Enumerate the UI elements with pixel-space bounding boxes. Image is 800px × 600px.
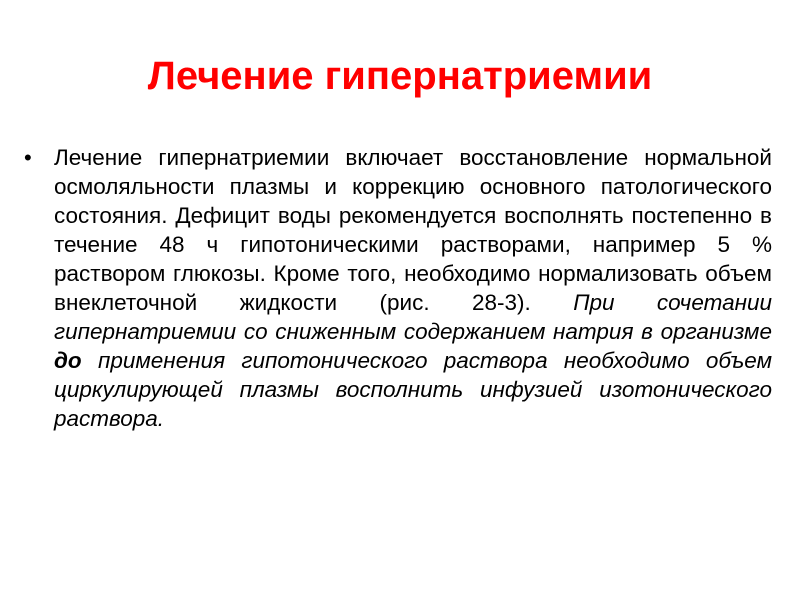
bullet-dot-icon: • [24, 145, 32, 170]
slide-title: Лечение гипернатриемии [147, 54, 653, 98]
bullet-item [22, 143, 772, 433]
bullet-text-italic-bold: до [54, 348, 82, 373]
bullet-list [22, 143, 772, 433]
bullet-text-italic-2: применения гипотонического раствора необходимо объем циркулирующей плазмы восполнить инфузией изотонического раствора. [54, 348, 772, 431]
bullet-text-italic-1: При сочетании гипернатриемии со сниженным содержанием натрия в организме [54, 290, 773, 344]
bullet-text-regular: Лечение гипернатриемии включает восстановление нормальной осмоляльности плазмы и коррекцию основного патологического состояния. Дефицит воды рекомендуется восполнять постепенно в течение 48 ч гипотоническими растворами, например 5 % раствором глюкозы. Кроме того, необходимо нормализовать объем внеклеточной жидкости (рис. 28-3). [54, 145, 772, 315]
